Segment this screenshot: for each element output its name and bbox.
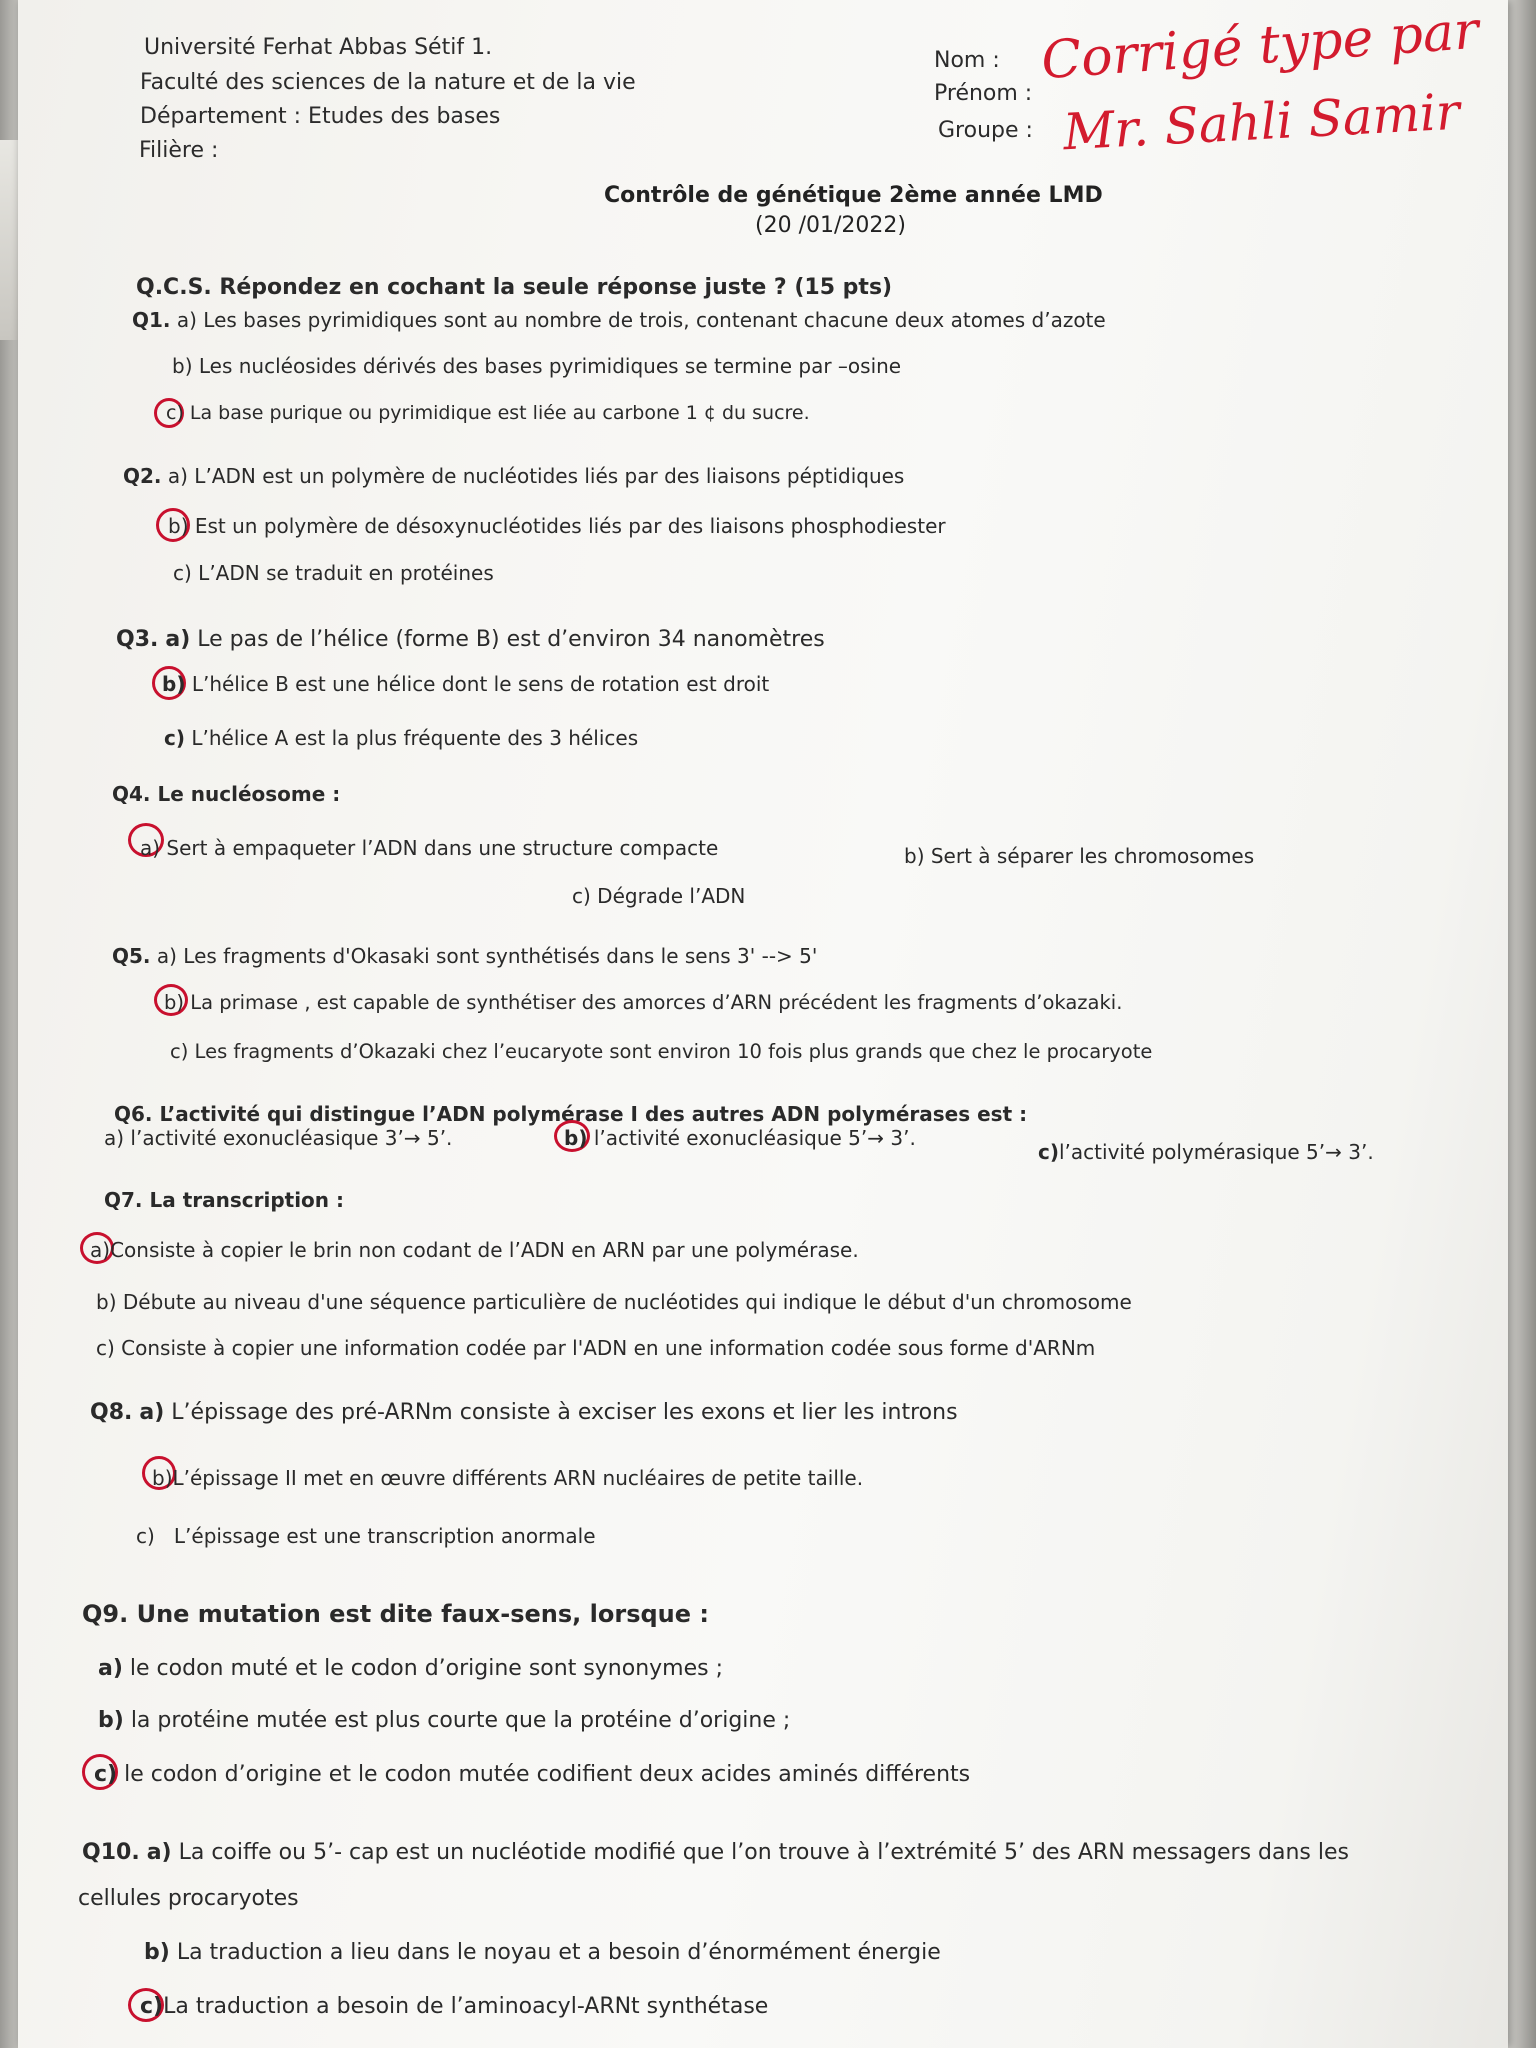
option-a[interactable]: a)Consiste à copier le brin non codant de l’ADN en ARN par une polymérase. — [90, 1238, 859, 1262]
nom-label: Nom : — [934, 48, 1000, 73]
option-a[interactable]: a) l’activité exonucléasique 3’→ 5’. — [104, 1126, 453, 1150]
option-a[interactable]: a) le codon muté et le codon d’origine sont synonymes ; — [98, 1656, 723, 1681]
groupe-label: Groupe : — [938, 118, 1033, 143]
question-label: Q3. a) Le pas de l’hélice (forme B) est d’environ 34 nanomètres — [116, 627, 825, 652]
instruction: Q.C.S. Répondez en cochant la seule réponse juste ? (15 pts) — [136, 275, 893, 300]
university-name: Université Ferhat Abbas Sétif 1. — [144, 35, 493, 60]
option-a-continued: cellules procaryotes — [78, 1886, 299, 1911]
question-label: Q6. L’activité qui distingue l’ADN polymérase I des autres ADN polymérases est : — [114, 1102, 1028, 1126]
filiere-label: Filière : — [139, 138, 219, 163]
option-c[interactable]: c) L’épissage est une transcription anormale — [136, 1524, 596, 1548]
faculty-name: Faculté des sciences de la nature et de la vie — [140, 70, 636, 95]
prenom-label: Prénom : — [934, 81, 1033, 106]
question-label: Q7. La transcription : — [104, 1188, 344, 1212]
option-b[interactable]: b)L’épissage II met en œuvre différents ARN nucléaires de petite taille. — [152, 1466, 864, 1490]
exam-title: Contrôle de génétique 2ème année LMD — [604, 183, 1103, 208]
option-b[interactable]: b) La primase , est capable de synthétiser des amorces d’ARN précédent les fragments d’okazaki. — [164, 991, 1123, 1014]
option-c[interactable]: c) Dégrade l’ADN — [572, 884, 746, 908]
option-c[interactable]: c) Consiste à copier une information codée par l'ADN en une information codée sous forme d'ARNm — [96, 1336, 1096, 1360]
option-b[interactable]: b) Est un polymère de désoxynucléotides liés par des liaisons phosphodiester — [168, 514, 946, 538]
option-a[interactable]: a) Sert à empaqueter l’ADN dans une structure compacte — [140, 836, 719, 860]
option-c[interactable]: c)l’activité polymérasique 5’→ 3’. — [1038, 1140, 1374, 1164]
question-label: Q8. a) L’épissage des pré-ARNm consiste à exciser les exons et lier les introns — [90, 1400, 958, 1425]
handwritten-correction-title: Corrigé type par — [1039, 0, 1481, 92]
question-label: Q1. a) Les bases pyrimidiques sont au nombre de trois, contenant chacune deux atomes d’azote — [132, 308, 1106, 332]
question-label: Q9. Une mutation est dite faux-sens, lorsque : — [82, 1600, 709, 1628]
option-c[interactable]: c) L’hélice A est la plus fréquente des 3 hélices — [164, 726, 639, 750]
option-b[interactable]: b) L’hélice B est une hélice dont le sens de rotation est droit — [162, 672, 770, 696]
option-b[interactable]: b) Débute au niveau d'une séquence particulière de nucléotides qui indique le début d'un chromosome — [96, 1290, 1132, 1314]
option-c[interactable]: c) La base purique ou pyrimidique est liée au carbone 1 ¢ du sucre. — [166, 402, 810, 424]
option-c[interactable]: c) Les fragments d’Okazaki chez l’eucaryote sont environ 10 fois plus grands que chez le procaryote — [170, 1040, 1153, 1063]
question-label: Q10. a) La coiffe ou 5’- cap est un nucléotide modifié que l’on trouve à l’extrémité 5’ des ARN messagers dans les — [82, 1840, 1349, 1865]
question-label: Q2. a) L’ADN est un polymère de nucléotides liés par des liaisons péptidiques — [123, 464, 905, 488]
option-b[interactable]: b) l’activité exonucléasique 5’→ 3’. — [564, 1126, 916, 1150]
question-label: Q5. a) Les fragments d'Okasaki sont synthétisés dans le sens 3' --> 5' — [112, 944, 818, 968]
department-name: Département : Etudes des bases — [140, 104, 501, 129]
option-b[interactable]: b) La traduction a lieu dans le noyau et a besoin d’énormément énergie — [144, 1940, 941, 1965]
exam-date: (20 /01/2022) — [755, 213, 906, 238]
option-b[interactable]: b) la protéine mutée est plus courte que la protéine d’origine ; — [98, 1708, 791, 1733]
option-c[interactable]: c) L’ADN se traduit en protéines — [173, 561, 494, 585]
option-b[interactable]: b) Les nucléosides dérivés des bases pyrimidiques se termine par –osine — [172, 354, 902, 378]
handwritten-author-name: Mr. Sahli Samir — [1061, 82, 1462, 162]
option-b[interactable]: b) Sert à séparer les chromosomes — [904, 844, 1255, 868]
option-c[interactable]: c)La traduction a besoin de l’aminoacyl-ARNt synthétase — [140, 1994, 769, 2019]
option-c[interactable]: c) le codon d’origine et le codon mutée codifient deux acides aminés différents — [94, 1762, 971, 1787]
exam-sheet — [18, 0, 1508, 2048]
question-label: Q4. Le nucléosome : — [112, 782, 341, 806]
